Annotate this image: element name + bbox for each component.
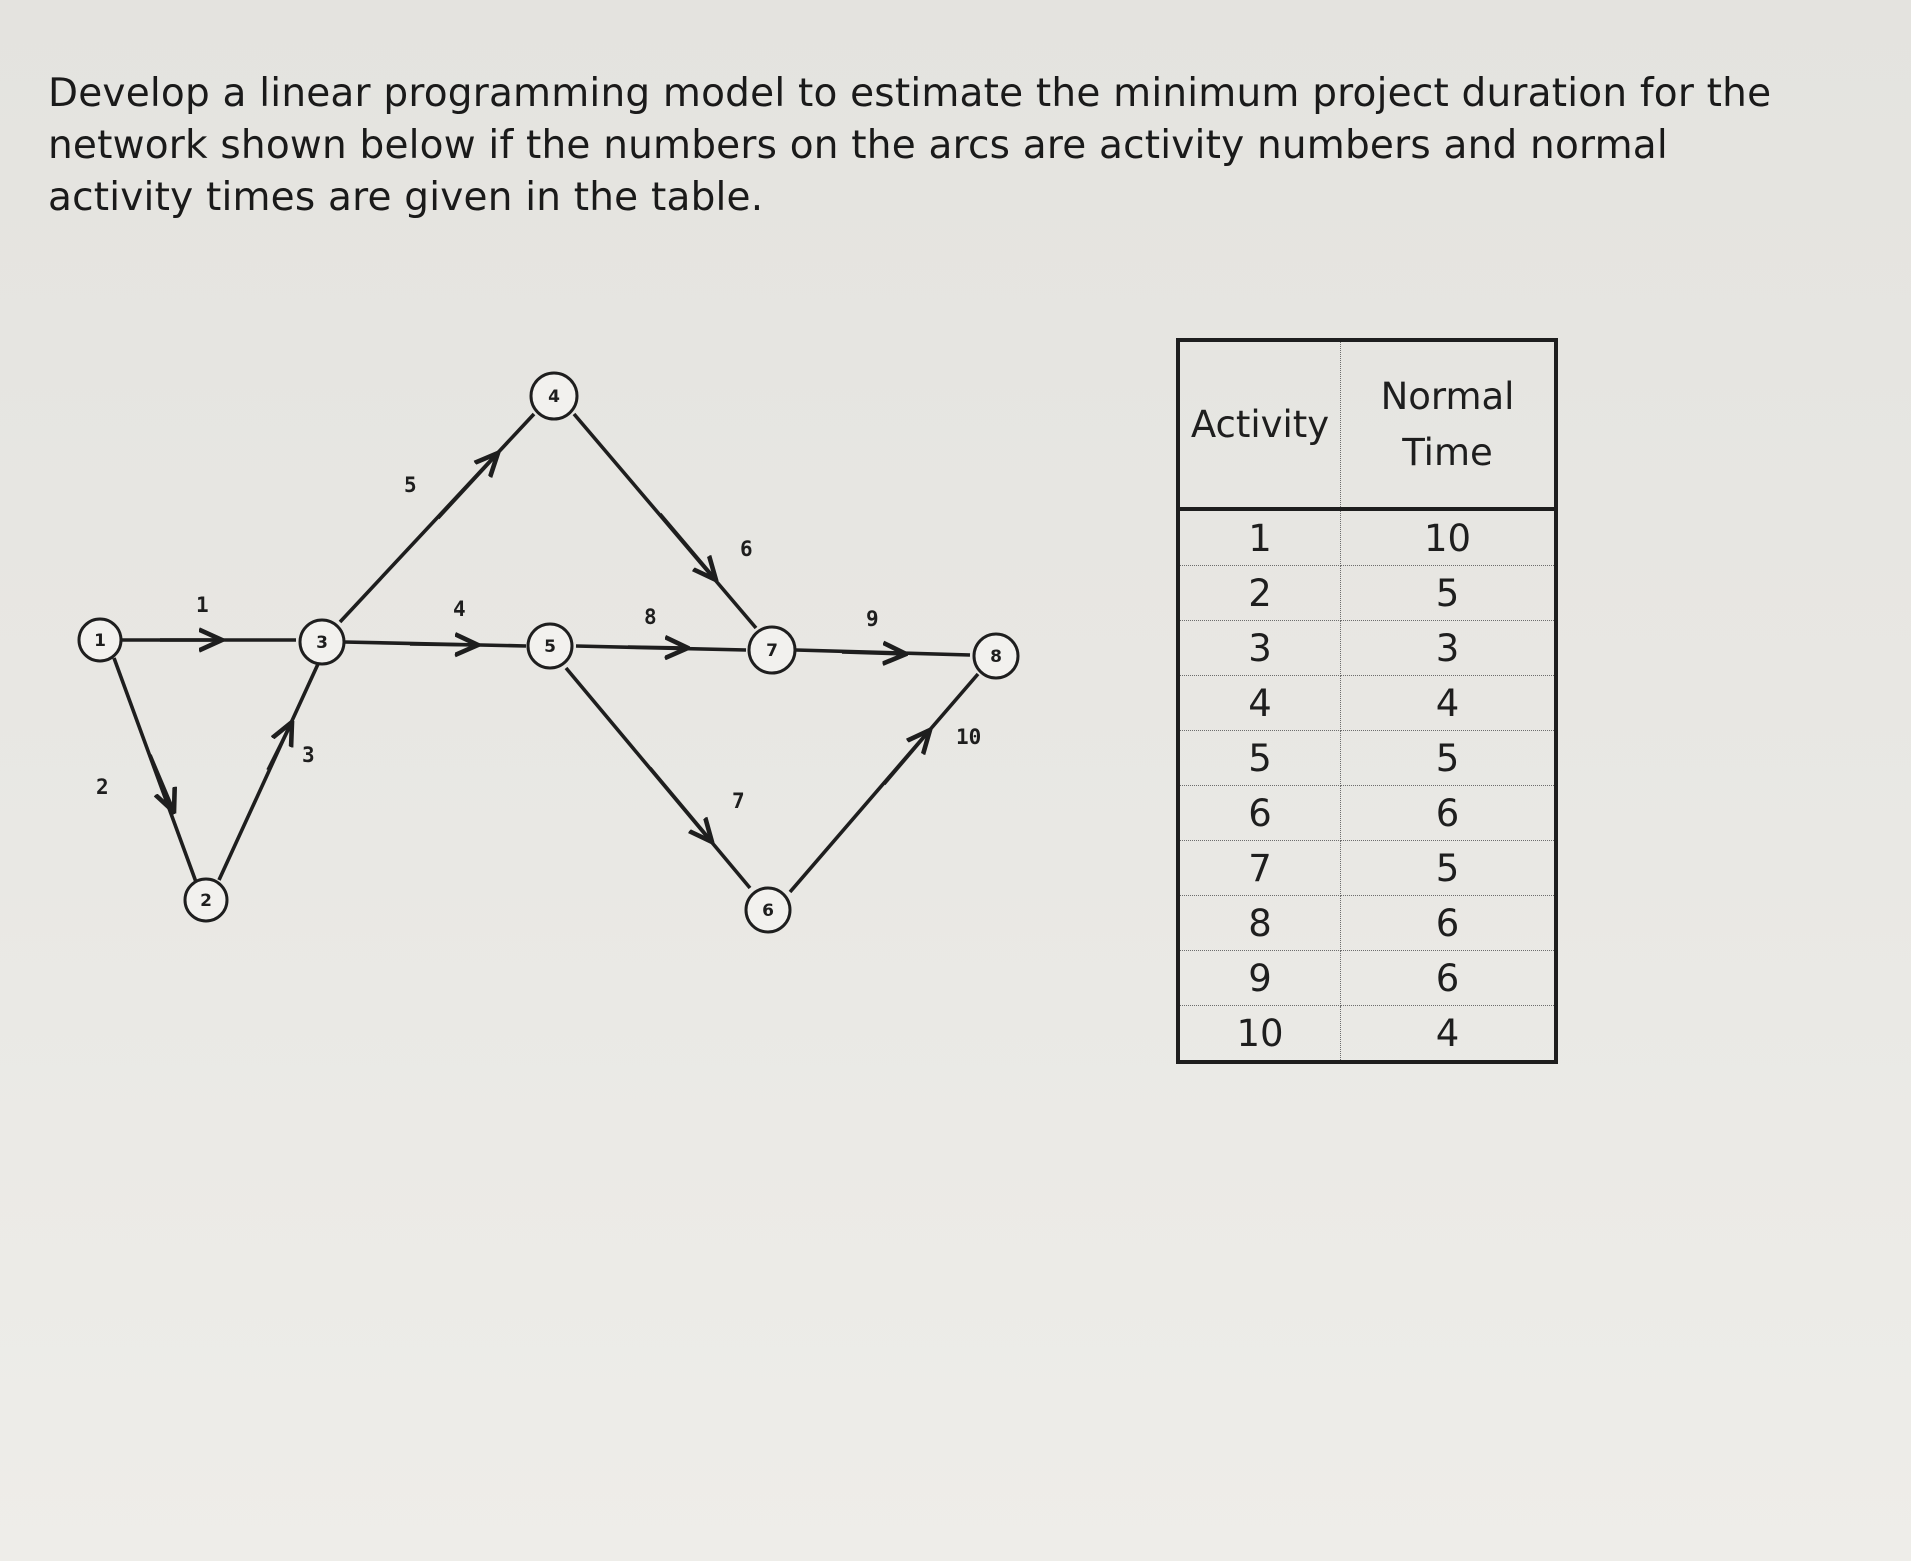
activity-cell: 5 [1178,731,1341,786]
arc-activity-2-arrow [150,755,174,812]
arc-label-1: 1 [196,593,209,617]
table-row [1178,896,1556,951]
arc-activity-7-arrow [650,768,712,842]
table-row [1178,786,1556,841]
time-cell: 4 [1341,676,1557,731]
node-2-label: 2 [200,891,212,911]
node-3 [300,620,344,664]
arc-activity-9-arrow [842,652,906,654]
node-4-label: 4 [548,387,560,407]
node-5 [528,624,572,668]
header-activity: Activity [1178,340,1341,509]
arc-activity-4-arrow [410,644,478,645]
node-5-label: 5 [544,637,556,657]
node-8 [974,634,1018,678]
activity-cell: 1 [1178,509,1341,566]
time-cell: 5 [1341,566,1557,621]
table-row [1178,841,1556,896]
table-row [1178,1006,1556,1063]
arc-activity-6-arrow [660,514,716,580]
arc-activity-5 [340,414,534,622]
time-cell: 3 [1341,621,1557,676]
table-row [1178,676,1556,731]
time-cell: 10 [1341,509,1557,566]
activity-cell: 9 [1178,951,1341,1006]
arc-activity-8-arrow [628,647,688,648]
activity-cell: 2 [1178,566,1341,621]
activity-cell: 4 [1178,676,1341,731]
node-3-label: 3 [316,633,328,653]
table-row [1178,509,1556,566]
arc-activity-3-arrow [268,722,292,770]
header-normal-time [1341,340,1557,509]
arc-label-8: 8 [644,605,657,629]
node-7 [749,627,795,673]
node-1-label: 1 [94,631,106,651]
arc-label-9: 9 [866,607,879,631]
table-header-row [1178,340,1556,509]
arc-label-10: 10 [956,725,982,749]
node-4 [531,373,577,419]
arc-activity-10-arrow [884,730,930,784]
header-normal-line: Normal [1380,374,1515,418]
node-1 [79,619,121,661]
time-cell: 6 [1341,896,1557,951]
table-row [1178,621,1556,676]
node-6-label: 6 [762,901,774,921]
problem-statement: Develop a linear programming model to estimate the minimum project duration for the network shown below if the numbers on the arcs are activity numbers and normal activity times are given in the table. [48,71,1772,220]
time-cell: 5 [1341,731,1557,786]
arc-label-4: 4 [453,597,466,621]
arc-label-5: 5 [404,473,417,497]
activity-cell: 6 [1178,786,1341,841]
arc-activity-3 [219,664,318,880]
header-time-line: Time [1402,430,1493,474]
activity-cell: 10 [1178,1006,1341,1063]
arc-label-6: 6 [740,537,753,561]
node-6 [746,888,790,932]
activity-cell: 3 [1178,621,1341,676]
arc-activity-5-arrow [438,453,498,518]
time-cell: 6 [1341,786,1557,841]
arc-label-7: 7 [732,789,745,813]
node-7-label: 7 [766,641,778,661]
time-cell: 4 [1435,1011,1460,1055]
table-row [1178,731,1556,786]
time-cell: 5 [1341,841,1557,896]
time-cell: 6 [1341,951,1557,1006]
table-row [1178,951,1556,1006]
arc-label-3: 3 [302,743,315,767]
arc-label-2: 2 [96,775,109,799]
activity-cell: 8 [1178,896,1341,951]
table-row [1178,566,1556,621]
node-8-label: 8 [990,647,1002,667]
activity-time-table [1176,338,1558,1064]
node-2 [185,879,227,921]
activity-cell: 7 [1178,841,1341,896]
